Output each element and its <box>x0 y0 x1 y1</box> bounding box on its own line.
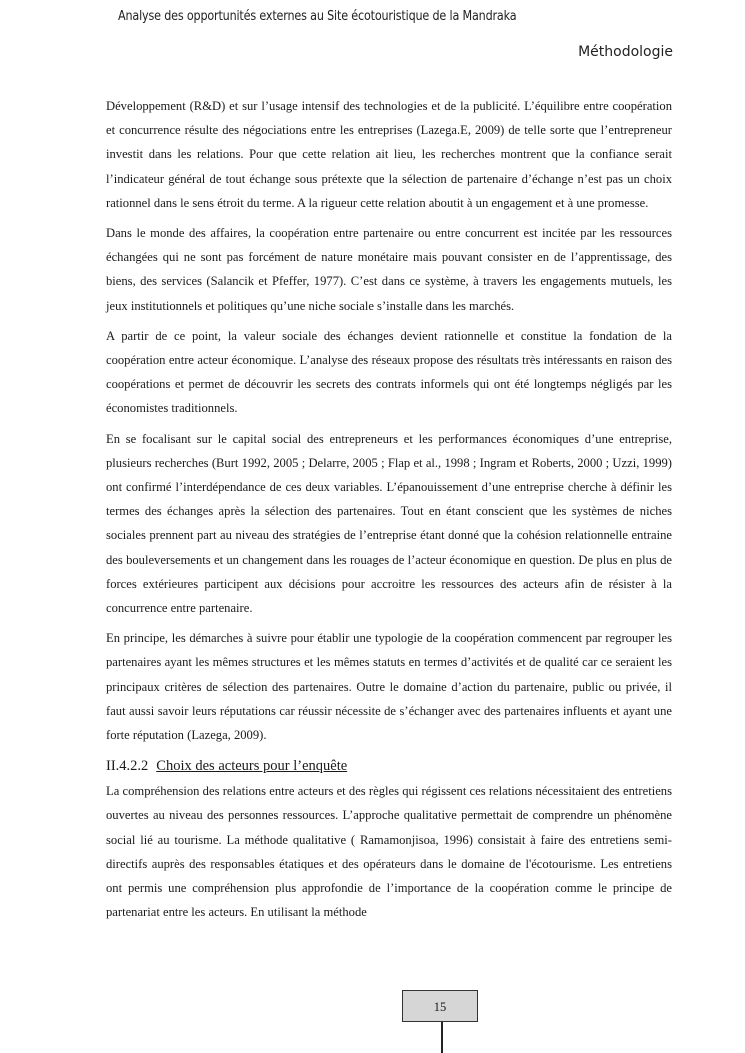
section-label: Méthodologie <box>578 44 673 60</box>
page-number-stem <box>441 1022 443 1053</box>
paragraph-6: La compréhension des relations entre acteurs et des règles qui régissent ces relations nécessitaient des entretiens ouvertes au niveau des personnes ressources. L’approche qualitative permettait de comprendre un phénomène social lié au tourisme. La méthode qualitative ( Ramamonjisoa, 1996) consistait à faire des entretiens semi-directifs auprès des responsables étatiques et des opérateurs dans le domaine de l'écotourisme. Les entretiens ont permis une compréhension plus approfondie de l’importance de la coopération comme le principe de partenariat entre les acteurs. En utilisant la méthode <box>106 784 672 920</box>
subsection-heading <box>106 753 672 779</box>
paragraph-2: Dans le monde des affaires, la coopération entre partenaire ou entre concurrent est incitée par les ressources échangées qui ne sont pas forcément de nature monétaire mais pouvant consister en de l’apprentissage, des biens, des services (Salancik et Pfeffer, 1977). C’est dans ce système, à travers les engagements mutuels, les jeux institutionnels et politiques qu’une niche sociale s’installe dans les marchés. <box>106 226 672 313</box>
page-number: 15 <box>433 1000 447 1014</box>
paragraph-3: A partir de ce point, la valeur sociale des échanges devient rationnelle et constitue la fondation de la coopération entre acteur économique. L’analyse des réseaux propose des résultats très intéressants en raison des coopérations et permet de découvrir les secrets des contrats informels qui ont été longtemps négligés par les économistes traditionnels. <box>106 328 672 416</box>
document-body <box>106 94 672 931</box>
paragraph-1: Développement (R&D) et sur l’usage intensif des technologies et de la publicité. L’équilibre entre coopération et concurrence résulte des négociations entre les entreprises (Lazega.E, 2009) de telle sorte que l’entrepreneur investit dans les relations. Pour que cette relation ait lieu, les recherches montrent que la confiance serait l’indicateur général de tout échange sous prétexte que la sélection de partenaire d’échange n’est pas un choix rationnel dans le sens étroit du terme. A la rigueur cette relation aboutit à un engagement et à une promesse. <box>106 99 672 210</box>
subsection-title: Choix des acteurs pour l’enquête <box>156 758 348 775</box>
running-header-title: Analyse des opportunités externes au Site écotouristique de la Mandraka <box>118 9 517 24</box>
paragraph-5: En principe, les démarches à suivre pour établir une typologie de la coopération commencent par regrouper les partenaires ayant les mêmes structures et les mêmes statuts en termes d’activités et de qualité car ce seraient les principaux critères de sélection des partenaires. Outre le domaine d’action du partenaire, public ou privée, il faut aussi savoir leurs réputations car réussir nécessite de s’échanger avec des partenaires influents et ayant une forte réputation (Lazega, 2009). <box>106 631 672 743</box>
paragraph-4: En se focalisant sur le capital social des entrepreneurs et les performances économiques d’une entreprise, plusieurs recherches (Burt 1992, 2005 ; Delarre, 2005 ; Flap et al., 1998 ; Ingram et Roberts, 2000 ; Uzzi, 1999) ont confirmé l’interdépendance de ces deux variables. L’épanouissement d’une entreprise cherche à définir les termes des échanges après la sélection des partenaires. Tout en étant conscient que les systèmes de niches sociales prennent part au niveau des stratégies de l’entreprise étant donné que la cohésion relationnelle entraine des bouleversements et un changement dans les rouages de l’acteur économique en question. De plus en plus de forces extérieures participent aux décisions pour accroitre les ressources des acteurs afin de résister à la concurrence entre partenaire. <box>106 431 672 616</box>
page-number-box <box>402 990 478 1022</box>
subsection-number: II.4.2.2 <box>106 758 149 775</box>
